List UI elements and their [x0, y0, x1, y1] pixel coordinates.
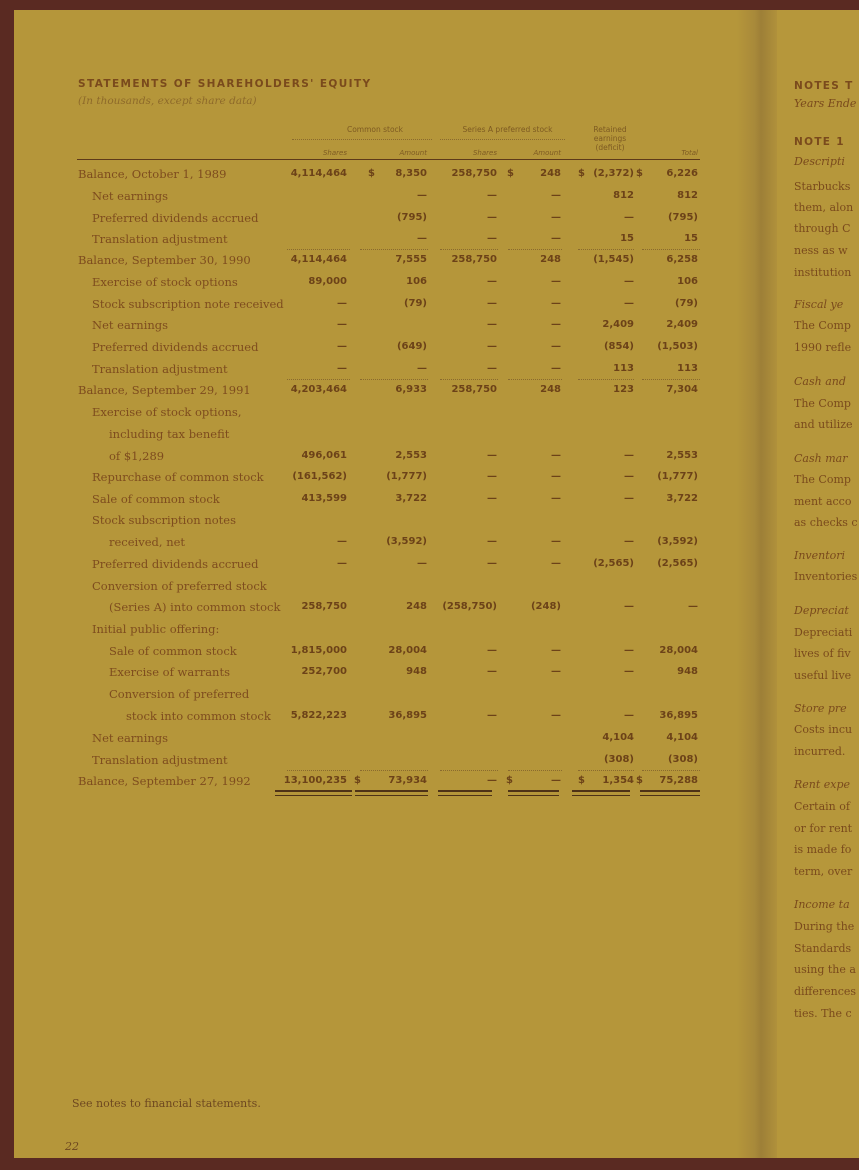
- cell-common-shares: 496,061: [301, 450, 347, 461]
- cell-total: 4,104: [666, 732, 698, 743]
- row-label: Balance, September 27, 1992: [78, 774, 251, 788]
- cell-preferred-amount: —: [551, 363, 561, 374]
- cell-total: (3,592): [657, 536, 698, 547]
- cell-retained-earnings: 1,354: [602, 775, 634, 786]
- subtotal-divider: [287, 770, 350, 771]
- table-row: [0, 752, 740, 769]
- table-row: [0, 339, 740, 356]
- table-row: [0, 274, 740, 291]
- row-label: of $1,289: [109, 449, 165, 463]
- cell-common-shares: 13,100,235: [283, 775, 347, 786]
- table-row: [0, 166, 740, 183]
- subtotal-divider: [578, 770, 634, 771]
- cell-common-amount: 948: [406, 666, 427, 677]
- table-row: [0, 512, 740, 529]
- cell-preferred-shares: —: [487, 558, 497, 569]
- cell-retained-earnings: 123: [613, 384, 634, 395]
- note-subheading-line: Descripti: [794, 155, 845, 168]
- cell-retained-earnings: 2,409: [602, 319, 634, 330]
- cell-common-shares: —: [337, 341, 347, 352]
- col-header-common-shares: Shares: [322, 149, 347, 157]
- cell-preferred-shares: —: [487, 363, 497, 374]
- subtotal-divider: [440, 379, 498, 380]
- note-text-line: and utilize: [794, 418, 853, 431]
- table-row: [0, 252, 740, 269]
- table-row: [0, 210, 740, 227]
- cell-preferred-shares: —: [487, 319, 497, 330]
- retained-header-3: (deficit): [595, 143, 625, 152]
- cell-total: 812: [677, 190, 698, 201]
- cell-preferred-shares: 258,750: [451, 254, 497, 265]
- row-label: stock into common stock: [126, 709, 271, 723]
- cell-common-shares: 5,822,223: [290, 710, 347, 721]
- row-label: Stock subscription note received: [92, 297, 284, 311]
- cell-common-amount: —: [417, 190, 427, 201]
- row-label: Net earnings: [92, 318, 169, 332]
- cell-retained-earnings: (2,372): [593, 168, 634, 179]
- row-label: Net earnings: [92, 189, 169, 203]
- cell-preferred-shares: —: [487, 645, 497, 656]
- cell-common-amount: 73,934: [388, 775, 427, 786]
- table-row: [0, 578, 740, 595]
- note-text-line: Starbucks: [794, 180, 851, 193]
- cell-retained-earnings: —: [624, 298, 634, 309]
- subtotal-divider: [578, 249, 634, 250]
- cell-total: 2,553: [666, 450, 698, 461]
- row-label: Preferred dividends accrued: [92, 557, 259, 571]
- table-row: [0, 296, 740, 313]
- total-double-underline: [508, 790, 559, 796]
- cell-preferred-amount: 248: [540, 254, 561, 265]
- note-title: NOTE 1: [794, 136, 845, 148]
- cell-common-shares: 4,203,464: [290, 384, 347, 395]
- subtotal-divider: [287, 379, 350, 380]
- cell-preferred-amount: —: [551, 558, 561, 569]
- note-subheading-line: Rent expe: [794, 778, 851, 791]
- cell-common-amount: 248: [406, 601, 427, 612]
- cell-common-shares: (161,562): [292, 471, 347, 482]
- currency-symbol: $: [578, 168, 585, 179]
- cell-total: 113: [677, 363, 698, 374]
- note-subheading-line: Cash and: [794, 375, 846, 388]
- subtotal-divider: [360, 379, 428, 380]
- cell-common-shares: —: [337, 319, 347, 330]
- note-text-line: Depreciati: [794, 626, 853, 639]
- cell-total: (308): [667, 754, 698, 765]
- note-text-line: differences: [794, 985, 857, 998]
- subtotal-divider: [360, 249, 428, 250]
- row-label: Sale of common stock: [92, 492, 220, 506]
- total-double-underline: [438, 790, 492, 796]
- cell-preferred-amount: —: [551, 775, 561, 786]
- cell-preferred-amount: —: [551, 276, 561, 287]
- table-row: [0, 317, 740, 334]
- note-text-line: ties. The c: [794, 1007, 852, 1020]
- note-text-line: as checks c: [794, 516, 858, 529]
- cell-preferred-shares: (258,750): [442, 601, 497, 612]
- row-label: received, net: [109, 535, 186, 549]
- cell-total: 948: [677, 666, 698, 677]
- preferred-header-divider: [440, 139, 565, 140]
- statement-title: STATEMENTS OF SHAREHOLDERS' EQUITY: [78, 78, 372, 90]
- cell-preferred-shares: —: [487, 666, 497, 677]
- note-text-line: through C: [794, 222, 851, 235]
- subtotal-divider: [440, 770, 498, 771]
- note-text-line: Standards: [794, 942, 852, 955]
- cell-total: 75,288: [659, 775, 698, 786]
- cell-common-shares: 4,114,464: [290, 254, 347, 265]
- note-text-line: The Comp: [794, 473, 851, 486]
- cell-common-shares: 1,815,000: [290, 645, 347, 656]
- row-label: Balance, October 1, 1989: [78, 167, 227, 181]
- cell-retained-earnings: —: [624, 536, 634, 547]
- cell-common-amount: —: [417, 363, 427, 374]
- cell-common-shares: 413,599: [301, 493, 347, 504]
- cell-common-amount: (649): [396, 341, 427, 352]
- col-header-preferred-shares: Shares: [472, 149, 497, 157]
- row-label: Preferred dividends accrued: [92, 340, 259, 354]
- cell-retained-earnings: —: [624, 666, 634, 677]
- row-label: Balance, September 29, 1991: [78, 383, 251, 397]
- note-text-line: or for rent: [794, 822, 853, 835]
- cell-common-amount: (79): [403, 298, 427, 309]
- cell-common-shares: 258,750: [301, 601, 347, 612]
- table-row: [0, 188, 740, 205]
- common-stock-header: Common stock: [346, 125, 404, 134]
- total-double-underline: [572, 790, 630, 796]
- col-header-preferred-amount: Amount: [533, 149, 561, 157]
- cell-preferred-amount: —: [551, 645, 561, 656]
- table-row: [0, 556, 740, 573]
- row-label: including tax benefit: [109, 427, 230, 441]
- cell-preferred-shares: —: [487, 450, 497, 461]
- table-row: [0, 708, 740, 725]
- currency-symbol: $: [354, 775, 361, 786]
- note-text-line: useful live: [794, 669, 852, 682]
- cell-total: (2,565): [657, 558, 698, 569]
- subtotal-divider: [287, 249, 350, 250]
- cell-preferred-amount: —: [551, 190, 561, 201]
- table-row: [0, 621, 740, 638]
- cell-preferred-shares: —: [487, 775, 497, 786]
- table-row: [0, 404, 740, 421]
- table-row: [0, 643, 740, 660]
- note-subheading-line: Inventori: [794, 549, 846, 562]
- table-row: [0, 534, 740, 551]
- cell-preferred-amount: —: [551, 298, 561, 309]
- cell-common-shares: 89,000: [308, 276, 347, 287]
- cell-total: 6,258: [666, 254, 698, 265]
- note-text-line: During the: [794, 920, 855, 933]
- row-label: Translation adjustment: [92, 753, 228, 767]
- cell-retained-earnings: 15: [620, 233, 634, 244]
- cell-total: 2,409: [666, 319, 698, 330]
- cell-retained-earnings: —: [624, 493, 634, 504]
- row-label: Balance, September 30, 1990: [78, 253, 251, 267]
- subtotal-divider: [642, 379, 700, 380]
- row-label: Initial public offering:: [92, 622, 220, 636]
- cell-preferred-amount: 248: [540, 168, 561, 179]
- note-subheading-line: Income ta: [794, 898, 850, 911]
- cell-total: (1,503): [657, 341, 698, 352]
- row-label: Net earnings: [92, 731, 169, 745]
- cell-preferred-amount: —: [551, 233, 561, 244]
- row-label: Exercise of warrants: [109, 665, 230, 679]
- table-row: [0, 448, 740, 465]
- cell-preferred-amount: —: [551, 666, 561, 677]
- cell-common-amount: —: [417, 558, 427, 569]
- note-text-line: incurred.: [794, 745, 846, 758]
- cell-retained-earnings: (854): [603, 341, 634, 352]
- cell-preferred-amount: —: [551, 450, 561, 461]
- table-row: [0, 773, 740, 790]
- notes-subheading: Years Ende: [794, 97, 857, 110]
- cell-preferred-amount: —: [551, 319, 561, 330]
- note-text-line: The Comp: [794, 319, 851, 332]
- cell-total: —: [688, 601, 698, 612]
- cell-retained-earnings: (308): [603, 754, 634, 765]
- cell-common-amount: 106: [406, 276, 427, 287]
- table-row: [0, 664, 740, 681]
- note-text-line: Certain of: [794, 800, 850, 813]
- cell-total: (79): [674, 298, 698, 309]
- cell-total: 36,895: [659, 710, 698, 721]
- note-subheading-line: Depreciat: [794, 604, 849, 617]
- note-text-line: them, alon: [794, 201, 854, 214]
- cell-preferred-shares: —: [487, 233, 497, 244]
- cell-common-amount: 28,004: [388, 645, 427, 656]
- table-row: [0, 686, 740, 703]
- currency-symbol: $: [506, 775, 513, 786]
- subtotal-divider: [642, 249, 700, 250]
- cell-preferred-amount: —: [551, 493, 561, 504]
- table-row: [0, 231, 740, 248]
- cell-common-amount: (1,777): [386, 471, 427, 482]
- retained-header-1: Retained: [593, 125, 627, 134]
- cell-preferred-amount: —: [551, 710, 561, 721]
- cell-total: (795): [667, 212, 698, 223]
- subtotal-divider: [578, 379, 634, 380]
- cell-common-shares: —: [337, 363, 347, 374]
- subtotal-divider: [508, 249, 562, 250]
- note-text-line: is made fo: [794, 843, 852, 856]
- col-header-total: Total: [681, 149, 698, 157]
- total-double-underline: [355, 790, 428, 796]
- table-row: [0, 491, 740, 508]
- cell-common-amount: —: [417, 233, 427, 244]
- cell-total: 28,004: [659, 645, 698, 656]
- note-text-line: using the a: [794, 963, 856, 976]
- cell-retained-earnings: —: [624, 710, 634, 721]
- currency-symbol: $: [636, 168, 643, 179]
- cell-retained-earnings: 113: [613, 363, 634, 374]
- table-row: [0, 382, 740, 399]
- cell-preferred-shares: —: [487, 212, 497, 223]
- currency-symbol: $: [368, 168, 375, 179]
- subtotal-divider: [360, 770, 428, 771]
- notes-heading: NOTES T: [794, 80, 854, 92]
- cell-retained-earnings: 812: [613, 190, 634, 201]
- book-gutter: [737, 10, 777, 1158]
- row-label: Conversion of preferred stock: [92, 579, 267, 593]
- row-label: Preferred dividends accrued: [92, 211, 259, 225]
- table-row: [0, 361, 740, 378]
- currency-symbol: $: [507, 168, 514, 179]
- subtotal-divider: [508, 770, 562, 771]
- table-row: [0, 469, 740, 486]
- table-row: [0, 599, 740, 616]
- cell-preferred-amount: —: [551, 536, 561, 547]
- note-text-line: institution: [794, 266, 852, 279]
- cell-common-shares: —: [337, 558, 347, 569]
- note-text-line: 1990 refle: [794, 341, 852, 354]
- note-text-line: ment acco: [794, 495, 852, 508]
- cell-common-amount: 7,555: [395, 254, 427, 265]
- currency-symbol: $: [578, 775, 585, 786]
- note-text-line: The Comp: [794, 397, 851, 410]
- cell-common-amount: 8,350: [395, 168, 427, 179]
- subtotal-divider: [508, 379, 562, 380]
- cell-common-amount: 36,895: [388, 710, 427, 721]
- statement-subtitle: (In thousands, except share data): [78, 95, 257, 107]
- total-double-underline: [275, 790, 352, 796]
- cell-retained-earnings: 4,104: [602, 732, 634, 743]
- cell-retained-earnings: —: [624, 471, 634, 482]
- row-label: Translation adjustment: [92, 232, 228, 246]
- cell-preferred-shares: —: [487, 493, 497, 504]
- subtotal-divider: [440, 249, 498, 250]
- cell-common-shares: —: [337, 536, 347, 547]
- row-label: Stock subscription notes: [92, 513, 236, 527]
- currency-symbol: $: [636, 775, 643, 786]
- cell-retained-earnings: (1,545): [593, 254, 634, 265]
- row-label: Translation adjustment: [92, 362, 228, 376]
- cell-total: (1,777): [657, 471, 698, 482]
- row-label: Conversion of preferred: [109, 687, 250, 701]
- subtotal-divider: [642, 770, 700, 771]
- cell-common-amount: 2,553: [395, 450, 427, 461]
- cell-total: 7,304: [666, 384, 698, 395]
- total-double-underline: [640, 790, 700, 796]
- cell-preferred-shares: —: [487, 471, 497, 482]
- cell-common-amount: (795): [396, 212, 427, 223]
- cell-preferred-shares: 258,750: [451, 384, 497, 395]
- note-subheading-line: Fiscal ye: [794, 298, 844, 311]
- cell-preferred-amount: —: [551, 341, 561, 352]
- cell-total: 3,722: [666, 493, 698, 504]
- footnote: See notes to financial statements.: [72, 1097, 261, 1110]
- table-row: [0, 730, 740, 747]
- note-text-line: lives of fiv: [794, 647, 851, 660]
- cell-retained-earnings: —: [624, 450, 634, 461]
- page-number: 22: [65, 1140, 79, 1153]
- row-label: Exercise of stock options: [92, 275, 238, 289]
- cell-preferred-shares: —: [487, 298, 497, 309]
- cell-retained-earnings: —: [624, 276, 634, 287]
- note-subheading-line: Cash mar: [794, 452, 848, 465]
- cell-preferred-shares: —: [487, 190, 497, 201]
- cell-total: 15: [684, 233, 698, 244]
- note-text-line: Costs incu: [794, 723, 853, 736]
- cell-total: 106: [677, 276, 698, 287]
- cell-common-amount: 6,933: [395, 384, 427, 395]
- cell-common-shares: 4,114,464: [290, 168, 347, 179]
- row-label: (Series A) into common stock: [109, 600, 281, 614]
- retained-header-2: earnings: [593, 134, 627, 143]
- cell-retained-earnings: —: [624, 645, 634, 656]
- col-header-common-amount: Amount: [399, 149, 427, 157]
- note-subheading-line: Store pre: [794, 702, 847, 715]
- cell-preferred-amount: (248): [530, 601, 561, 612]
- cell-common-amount: 3,722: [395, 493, 427, 504]
- note-text-line: term, over: [794, 865, 853, 878]
- cell-preferred-amount: 248: [540, 384, 561, 395]
- row-label: Repurchase of common stock: [92, 470, 264, 484]
- cell-preferred-shares: —: [487, 276, 497, 287]
- cell-preferred-amount: —: [551, 212, 561, 223]
- cell-preferred-shares: 258,750: [451, 168, 497, 179]
- cell-common-shares: —: [337, 298, 347, 309]
- cell-total: 6,226: [666, 168, 698, 179]
- row-label: Sale of common stock: [109, 644, 237, 658]
- common-header-divider: [292, 139, 432, 140]
- cell-preferred-shares: —: [487, 536, 497, 547]
- cell-preferred-shares: —: [487, 341, 497, 352]
- note-text-line: Inventories: [794, 570, 858, 583]
- cell-retained-earnings: —: [624, 601, 634, 612]
- header-rule: [77, 159, 700, 160]
- cell-retained-earnings: (2,565): [593, 558, 634, 569]
- row-label: Exercise of stock options,: [92, 405, 242, 419]
- preferred-stock-header: Series A preferred stock: [462, 125, 553, 134]
- note-text-line: ness as w: [794, 244, 848, 257]
- cell-common-amount: (3,592): [386, 536, 427, 547]
- cell-preferred-amount: —: [551, 471, 561, 482]
- cell-preferred-shares: —: [487, 710, 497, 721]
- table-row: [0, 426, 740, 443]
- cell-retained-earnings: —: [624, 212, 634, 223]
- cell-common-shares: 252,700: [301, 666, 347, 677]
